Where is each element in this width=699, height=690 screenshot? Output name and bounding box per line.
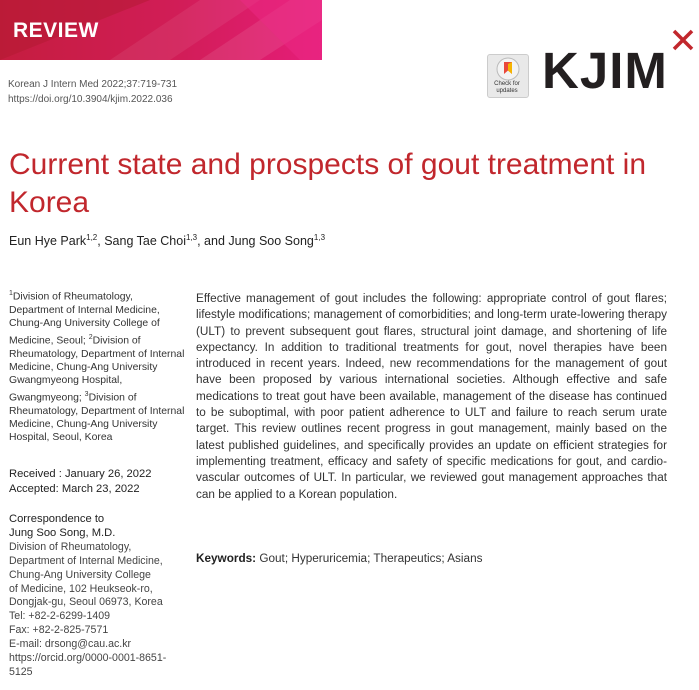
author-list (9, 233, 325, 248)
corr-fax: Fax: +82-2-825-7571 (9, 624, 109, 637)
correspondence (9, 513, 194, 680)
author-name: Eun Hye Park (9, 234, 87, 249)
corr-orcid-cont[interactable]: 5125 (9, 665, 33, 678)
corr-tel: Tel: +82-2-6299-1409 (9, 610, 111, 623)
affiliation-number: 1 (9, 290, 13, 297)
author-affiliation-marker: 1,3 (313, 233, 326, 242)
corr-line: Dongjak-gu, Seoul 06973, Korea (9, 596, 163, 609)
logo-cross-icon (671, 28, 695, 52)
abstract-text: Effective management of gout includes the following: appropriate control of gout flares; lifestyle modifications; management of comorbidities; and long-term urate-lowering therapy (ULT) to prevent subsequent gout flares, structural joint damage, and shortening of life expectancy. In addition to traditional treatments for gout, novel therapies have been introduced in recent years. Indeed, new recommendations for the management of gout have been proposed by various international societies. Although effective and safe medications to treat gout have been available, management of the disease has continued to be suboptimal, with poor patient adherence to ULT and failure to reach serum urate target. This review outlines recent progress in gout management, mainly based on the latest published guidelines, and specifically provides an update on efficient strategies for implementing treatment, efficacy and safety of specific medications for gout, and cardio-vascular outcomes of ULT. In particular, we reviewed gout management approaches that can be applied to a Korean population. (196, 292, 667, 501)
doi-link[interactable]: https://doi.org/10.3904/kjim.2022.036 (8, 94, 173, 105)
affiliation-text: Division of Rheumatology, Department of Internal Medicine, Chung-Ang University College of Medicine, Seoul; (9, 291, 160, 347)
keywords-list: Gout; Hyperuricemia; Therapeutics; Asians (259, 552, 483, 565)
check-updates-line1: Check for (494, 81, 520, 87)
corr-line: Division of Rheumatology, (9, 540, 132, 553)
journal-logo-area (487, 28, 693, 108)
journal-citation: Korean J Intern Med 2022;37:719-731 (8, 79, 178, 90)
affiliations (9, 287, 189, 445)
accepted-date: Accepted: March 23, 2022 (9, 483, 140, 495)
affiliation-text: Division of Rheumatology, Department of Internal Medicine, Chung-Ang University Hospital, Seoul, Korea (9, 392, 185, 444)
review-banner (0, 0, 322, 60)
author-affiliation-marker: 1,2 (86, 233, 98, 242)
check-updates-line2: updates (496, 88, 518, 94)
corr-email[interactable]: E-mail: drsong@cau.ac.kr (9, 638, 132, 651)
correspondence-heading: Correspondence to (9, 513, 105, 525)
article-dates (9, 467, 151, 497)
journal-reference (8, 77, 177, 107)
article-title: Current state and prospects of gout treatment in Korea (9, 148, 647, 219)
affiliation-text: Division of Rheumatology, Department of Internal Medicine, Chung-Ang University Gwangmyeong Hospital, Gwangmyeong; (9, 335, 185, 404)
affiliation-number: 3 (84, 390, 89, 398)
corr-line: Department of Internal Medicine, (9, 554, 163, 567)
author-name: Jung Soo Song (228, 234, 314, 249)
author-separator: , and (197, 234, 229, 249)
section-label: REVIEW (13, 19, 99, 42)
received-date: Received : January 26, 2022 (9, 468, 152, 480)
corr-line: Chung-Ang University College (9, 568, 151, 581)
corr-line: of Medicine, 102 Heukseok-ro, (9, 582, 153, 595)
author-name: Sang Tae Choi (104, 234, 186, 249)
kjim-logo-text: KJIM (542, 42, 668, 99)
affiliation-number: 2 (88, 333, 93, 341)
author-affiliation-marker: 1,3 (185, 233, 198, 242)
corr-orcid[interactable]: https://orcid.org/0000-0001-8651- (9, 652, 167, 665)
author-separator: , (97, 234, 105, 249)
check-for-updates-text (487, 54, 527, 95)
keywords-label: Keywords: (196, 552, 257, 565)
correspondence-name: Jung Soo Song, M.D. (9, 526, 116, 539)
keywords (196, 552, 482, 565)
